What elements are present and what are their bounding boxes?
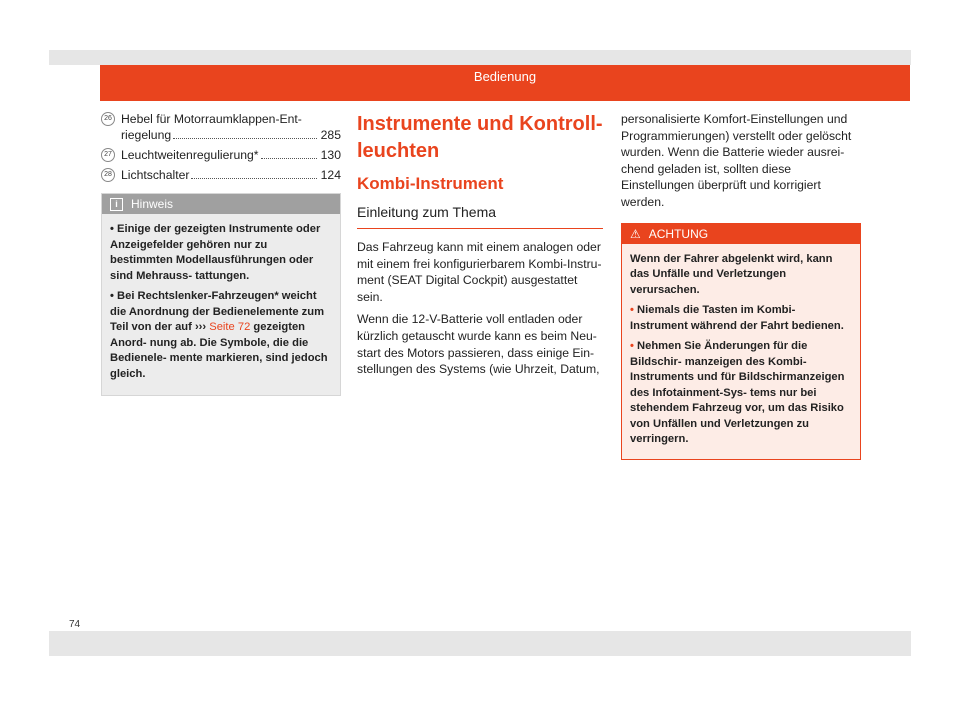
index-entry [101, 167, 341, 183]
right-column [621, 111, 861, 460]
callout-number: 27 [101, 148, 115, 162]
page-background [49, 50, 911, 656]
index-page-link[interactable]: 124 [320, 168, 341, 182]
warning-text: Wenn der Fahrer abgelenkt wird, kann das Unfälle und Verletzungen verursachen. [630, 252, 833, 296]
warning-triangle-icon: ⚠ [630, 226, 641, 241]
warning-header [622, 224, 860, 244]
middle-column [357, 111, 603, 384]
index-entry-text: Hebel für Motorraumklappen-Ent- [121, 112, 302, 126]
callout-number: 26 [101, 112, 115, 126]
page-link[interactable]: Seite 72 [209, 321, 251, 333]
warning-title: ACHTUNG [648, 226, 709, 241]
note-item: • Bei Rechtslenker-Fahrzeugen* weicht die Anordnung der Bedienelemente zum Teil von der auf ››› Seite 72 gezeigten Anord- nung ab. Die Symbole, die die Bedienele- mente markieren, sind jedoch gleich. [110, 290, 328, 380]
index-page-link[interactable]: 285 [320, 128, 341, 142]
subsection-heading: Einleitung zum Thema [357, 203, 603, 229]
paragraph: Das Fahrzeug kann mit einem analogen oder mit einem frei konfigurierbarem Kombi-Instru- ment (SEAT Digital Cockpit) ausgestattet sein. [357, 240, 602, 304]
index-page-link[interactable]: 130 [320, 148, 341, 162]
section-title: Bedienung [473, 69, 537, 84]
section-heading: Kombi-Instrument [357, 174, 504, 193]
note-header [102, 194, 340, 214]
paragraph: Wenn die 12-V-Batterie voll entladen oder kürzlich getauscht wurde kann es beim Neu- start des Motors passieren, dass einige Ein- stellungen des Systems (wie Uhrzeit, Datum, [357, 312, 600, 377]
left-column [101, 111, 341, 396]
warning-body [622, 244, 860, 459]
index-entry-text-cont: riegelung [121, 128, 172, 142]
warning-item: • Niemals die Tasten im Kombi-Instrument während der Fahrt bedienen. [630, 304, 844, 332]
dot-leader [173, 138, 317, 139]
warning-item: • Nehmen Sie Änderungen für die Bildschir- manzeigen des Kombi-Instruments und für Bildschirmanzeigen des Infotainment-Sys- tems nur bei stehendem Fahrzeug vor, um das Risiko von Unfällen und Verletzungen zu verringern. [630, 340, 845, 446]
index-entry [101, 111, 341, 143]
page-number: 74 [69, 619, 81, 630]
dot-leader [191, 178, 316, 179]
chapter-heading: Instrumente und Kontroll- leuchten [357, 113, 603, 162]
note-title: Hinweis [131, 197, 174, 211]
paragraph: personalisierte Komfort-Einstellungen und Programmierungen) verstellt oder gelöscht wurden. Wenn die Batterie wieder ausrei- chend geladen ist, sollten diese Einstellungen überprüft und korrigiert werden. [621, 112, 852, 209]
document-page [49, 65, 911, 631]
dot-leader [261, 158, 317, 159]
index-entry-text: Leuchtweitenregulierung* [121, 148, 259, 162]
note-item: • Einige der gezeigten Instrumente oder Anzeigefelder gehören nur zu bestimmten Modellausführungen oder sind Mehrauss- tattungen. [110, 223, 321, 282]
section-header [100, 65, 910, 101]
warning-box [621, 223, 861, 460]
callout-number: 28 [101, 168, 115, 182]
info-icon: i [110, 198, 123, 211]
note-body [102, 214, 340, 395]
index-entry-text: Lichtschalter [121, 168, 190, 182]
index-entry [101, 147, 341, 163]
note-box [101, 193, 341, 396]
